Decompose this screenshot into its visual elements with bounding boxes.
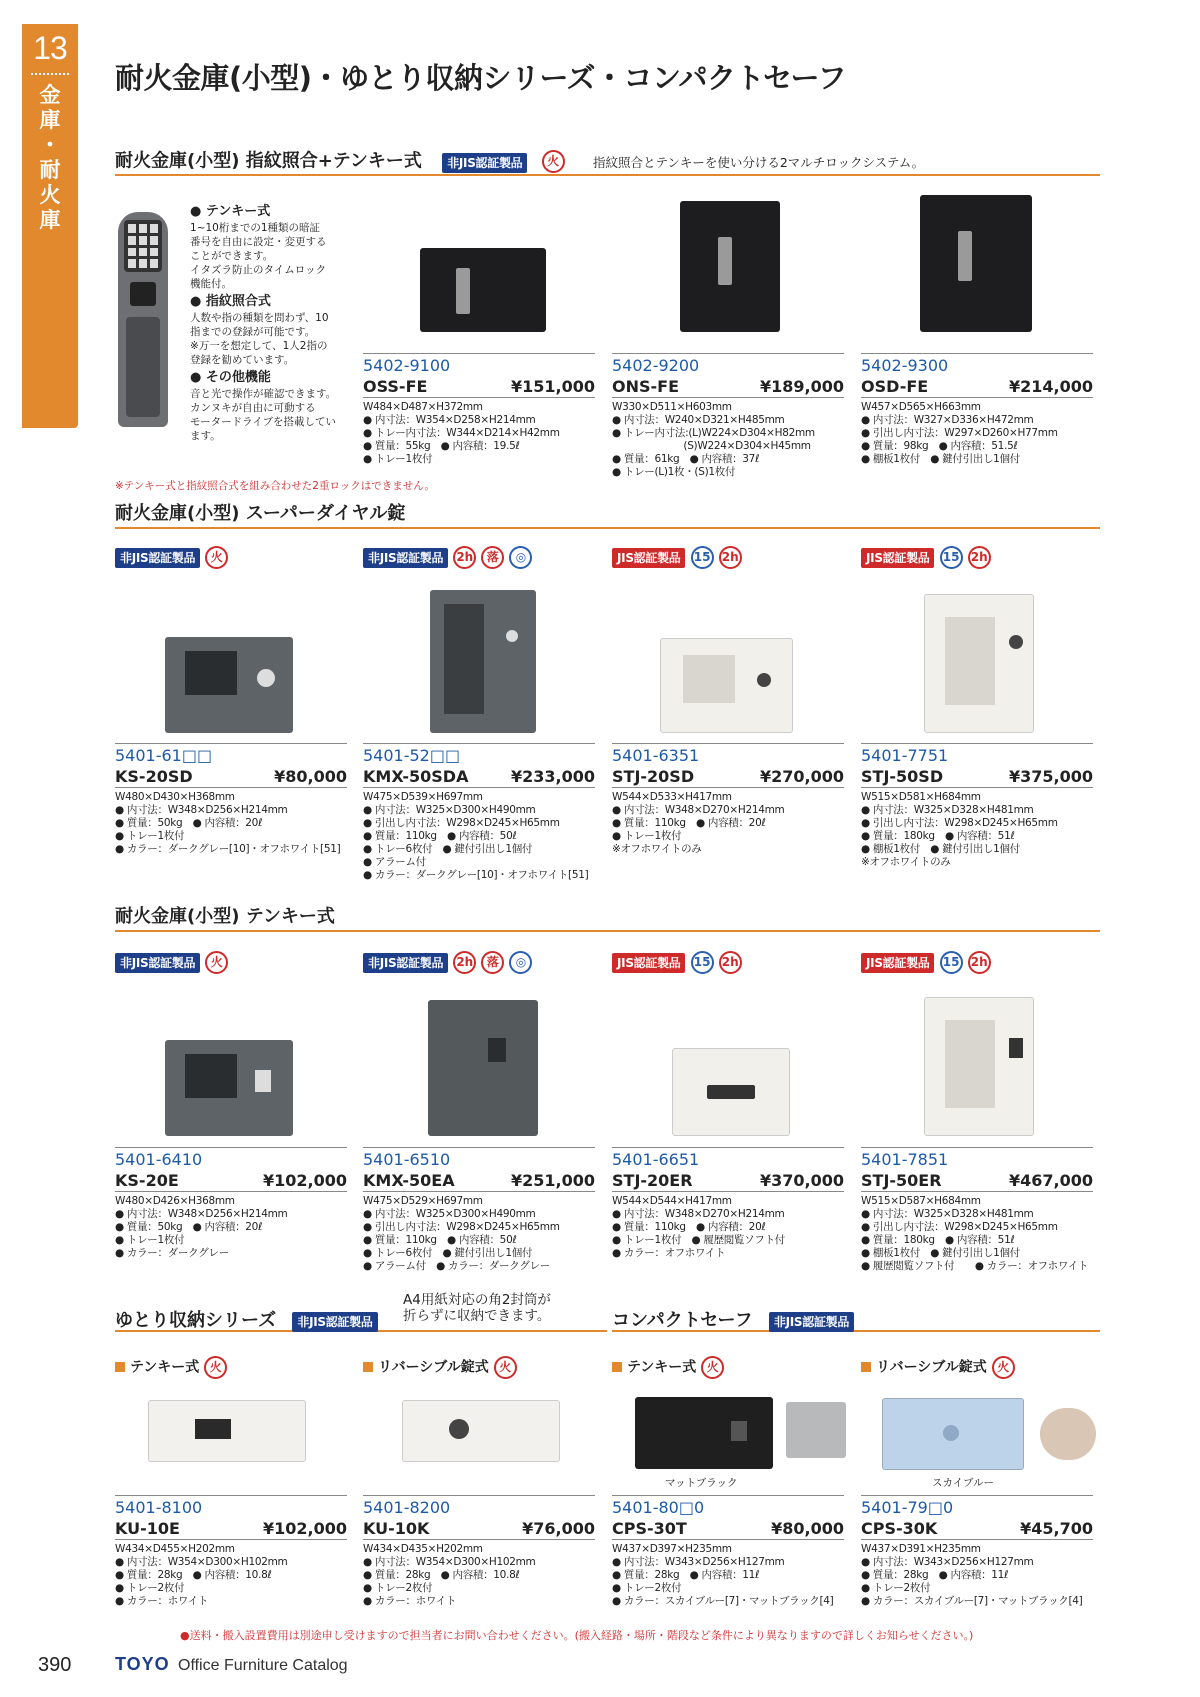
product-spec: W515×D587×H684mm ● 内寸法：W325×D328×H481mm ● 引出し内寸法：W298×D245×H65mm ● 質量：180kg ● 内容積：51ℓ ● 棚板1枚付 ● 鍵付引出し1個付 ● 履歴閲覧ソフト付 ● カラー：オフホワイト <box>861 1195 1089 1272</box>
page-number: 390 <box>38 1654 72 1676</box>
product-price: ¥102,000 <box>262 1171 347 1190</box>
product-price: ¥76,000 <box>522 1519 595 1538</box>
non-jis-badge: 非JIS認証製品 <box>363 548 448 568</box>
product-price: ¥80,000 <box>274 767 347 786</box>
product-card <box>861 743 1093 869</box>
drop-icon: 落 <box>481 546 504 569</box>
drop-icon: 15 <box>691 951 714 974</box>
product-spec: W480×D430×H368mm ● 内寸法：W348×D256×H214mm ● 質量：50kg ● 内容積：20ℓ ● トレー1枚付 ● カラー：ダークグレー[10]・オフホワイト[51] <box>115 791 341 855</box>
non-jis-badge: 非JIS認証製品 <box>769 1312 854 1332</box>
fire-icon: 2h <box>968 546 991 569</box>
product-name: KMX-50EA <box>363 1171 455 1190</box>
warning-note: ※テンキー式と指紋照合式を組み合わせた2重ロックはできません。 <box>115 480 435 492</box>
fire-icon: 火 <box>205 951 228 974</box>
product-price: ¥45,700 <box>1020 1519 1093 1538</box>
section-header-compact: コンパクトセーフ 非JIS認証製品 <box>612 1306 1100 1332</box>
product-card <box>861 1147 1093 1273</box>
non-jis-badge: 非JIS認証製品 <box>115 548 200 568</box>
product-card <box>115 1495 347 1608</box>
product-code: 5401-8100 <box>115 1498 203 1517</box>
product-card <box>861 353 1093 466</box>
product-card <box>612 1495 844 1608</box>
safe-image-kmx-50sda <box>430 590 536 733</box>
product-price: ¥189,000 <box>759 377 844 396</box>
fire-icon: 火 <box>542 150 565 173</box>
product-card <box>363 353 595 466</box>
product-name: KMX-50SDA <box>363 767 469 786</box>
product-code: 5401-79□0 <box>861 1498 954 1517</box>
drop-icon: 15 <box>691 546 714 569</box>
product-code: 5401-6351 <box>612 746 700 765</box>
product-spec: W515×D581×H684mm ● 内寸法：W325×D328×H481mm ● 引出し内寸法：W298×D245×H65mm ● 質量：180kg ● 内容積：51ℓ ● 棚板1枚付 ● 鍵付引出し1個付 ※オフホワイトのみ <box>861 791 1058 868</box>
fire-icon: 2h <box>453 546 476 569</box>
product-code: 5401-7751 <box>861 746 949 765</box>
drop-icon: 落 <box>481 951 504 974</box>
safe-image-kmx-50ea <box>428 1000 538 1136</box>
drop-icon: 15 <box>940 951 963 974</box>
product-price: ¥151,000 <box>510 377 595 396</box>
safe-image-oss-fe <box>420 248 546 332</box>
product-name: OSD-FE <box>861 377 929 396</box>
product-name: STJ-20ER <box>612 1171 693 1190</box>
product-price: ¥467,000 <box>1008 1171 1093 1190</box>
fire-icon: 火 <box>205 546 228 569</box>
product-spec: W457×D565×H663mm ● 内寸法：W327×D336×H472mm ● 引出し内寸法：W297×D260×H77mm ● 質量：98kg ● 内容積：51.5ℓ ● 棚板1枚付 ● 鍵付引出し1個付 <box>861 401 1058 465</box>
product-price: ¥102,000 <box>262 1519 347 1538</box>
product-price: ¥370,000 <box>759 1171 844 1190</box>
safe-image-ks-20e <box>165 1040 293 1136</box>
safe-image-cps-30t <box>635 1397 773 1469</box>
product-spec: W544×D544×H417mm ● 内寸法：W348×D270×H214mm ● 質量：110kg ● 内容積：20ℓ ● トレー1枚付 ● 履歴閲覧ソフト付 ● カラー：オフホワイト <box>612 1195 785 1259</box>
section-header-fingerprint: 耐火金庫(小型) 指紋照合+テンキー式 非JIS認証製品 火 指紋照合とテンキーを使い分ける2マルチロックシステム。 <box>115 150 1100 176</box>
safe-image-ku-10e <box>148 1400 306 1462</box>
product-spec: W437×D391×H235mm ● 内寸法：W343×D256×H127mm ● 質量：28kg ● 内容積：11ℓ ● トレー2枚付 ● カラー：スカイブルー[7]・マットブラック[4] <box>861 1543 1083 1607</box>
fire-icon: 火 <box>494 1356 517 1379</box>
product-name: KS-20E <box>115 1171 179 1190</box>
product-code: 5401-6510 <box>363 1150 451 1169</box>
keypad-detail-image <box>786 1402 846 1458</box>
product-spec: W330×D511×H603mm ● 内寸法：W240×D321×H485mm ● トレー内寸法:(L)W224×D304×H82mm (S)W224×D304×H45mm ● 質量：61kg ● 内容積：37ℓ ● トレー(L)1枚・(S)1枚付 <box>612 401 815 478</box>
product-code: 5402-9200 <box>612 356 700 375</box>
section-note: A4用紙対応の角2封筒が 折らずに収納できます。 <box>403 1292 551 1324</box>
jis-badge: JIS認証製品 <box>861 953 934 973</box>
product-code: 5401-6651 <box>612 1150 700 1169</box>
product-code: 5401-7851 <box>861 1150 949 1169</box>
product-card <box>612 353 844 479</box>
product-code: 5401-52□□ <box>363 746 461 765</box>
product-name: STJ-20SD <box>612 767 695 786</box>
safe-image-stj-50sd <box>924 594 1034 733</box>
product-name: KU-10K <box>363 1519 430 1538</box>
fire-icon: 火 <box>992 1356 1015 1379</box>
product-code: 5401-6410 <box>115 1150 203 1169</box>
product-card <box>612 743 844 856</box>
product-code: 5401-80□0 <box>612 1498 705 1517</box>
safe-image-osd-fe <box>920 195 1032 332</box>
drop-icon: 15 <box>940 546 963 569</box>
product-price: ¥214,000 <box>1008 377 1093 396</box>
section-note: 指紋照合とテンキーを使い分ける2マルチロックシステム。 <box>592 154 925 170</box>
product-card <box>612 1147 844 1260</box>
chapter-number: 13 <box>33 30 67 66</box>
product-name: KU-10E <box>115 1519 180 1538</box>
product-name: CPS-30K <box>861 1519 938 1538</box>
safe-image-ons-fe <box>680 201 780 332</box>
product-price: ¥251,000 <box>510 1171 595 1190</box>
product-card <box>115 743 347 856</box>
shipping-footnote: ●送料・搬入設置費用は別途申し受けますので担当者にお問い合わせください。(搬入経路・場所・階段など条件により異なりますので詳しくお知らせください。) <box>180 1629 974 1642</box>
product-name: KS-20SD <box>115 767 193 786</box>
fire-icon: 2h <box>968 951 991 974</box>
product-card <box>363 1495 595 1608</box>
section-header-yutori: ゆとり収納シリーズ 非JIS認証製品 A4用紙対応の角2封筒が 折らずに収納できます。 <box>115 1306 607 1332</box>
product-spec: W434×D455×H202mm ● 内寸法：W354×D300×H102mm ● 質量：28kg ● 内容積：10.8ℓ ● トレー2枚付 ● カラー：ホワイト <box>115 1543 288 1607</box>
product-name: CPS-30T <box>612 1519 687 1538</box>
feature-list: ● テンキー式 1~10桁までの1種類の暗証 番号を自由に設定・変更する ことができます。 イタズラ防止のタイムロック 機能付。 ● 指紋照合式 人数や指の種類を問わず、10 指までの登録が可能です。 ※万一を想定して、1人2指の 登録を勧めています。 ● その他機能 音と光で操作が確認できます。 カンヌキが自由に可動する モータードライブを搭載してい ます。 <box>190 204 337 442</box>
safe-image-stj-20sd <box>660 638 793 733</box>
brand-logo: TOYO <box>115 1654 170 1674</box>
catalog-name: Office Furniture Catalog <box>178 1657 348 1674</box>
product-code: 5402-9300 <box>861 356 949 375</box>
product-code: 5401-8200 <box>363 1498 451 1517</box>
product-spec: W484×D487×H372mm ● 内寸法：W354×D258×H214mm ● トレー内寸法：W344×D214×H42mm ● 質量：55kg ● 内容積：19.5ℓ ● トレー1枚付 <box>363 401 560 465</box>
product-card <box>363 743 595 882</box>
fire-icon: 2h <box>453 951 476 974</box>
safe-image-stj-50er <box>924 997 1034 1136</box>
color-caption: マットブラック <box>665 1477 738 1489</box>
fire-icon: 火 <box>204 1356 227 1379</box>
safe-image-cps-30k <box>882 1398 1024 1470</box>
product-spec: W475×D539×H697mm ● 内寸法：W325×D300×H490mm ● 引出し内寸法：W298×D245×H65mm ● 質量：110kg ● 内容積：50ℓ ● トレー6枚付 ● 鍵付引出し1個付 ● アラーム付 ● カラー：ダークグレー[10]・オフホワイト[51] <box>363 791 589 881</box>
product-name: STJ-50SD <box>861 767 944 786</box>
fire-icon: 火 <box>701 1356 724 1379</box>
non-jis-badge: 非JIS認証製品 <box>442 153 527 173</box>
safe-image-ks-20sd <box>165 637 293 733</box>
fire-icon: 2h <box>719 546 742 569</box>
product-price: ¥375,000 <box>1008 767 1093 786</box>
product-spec: W437×D397×H235mm ● 内寸法：W343×D256×H127mm ● 質量：28kg ● 内容積：11ℓ ● トレー2枚付 ● カラー：スカイブルー[7]・マットブラック[4] <box>612 1543 834 1607</box>
product-spec: W434×D435×H202mm ● 内寸法：W354×D300×H102mm ● 質量：28kg ● 内容積：10.8ℓ ● トレー2枚付 ● カラー：ホワイト <box>363 1543 536 1607</box>
product-code: 5402-9100 <box>363 356 451 375</box>
product-card <box>363 1147 595 1273</box>
alarm-icon: ◎ <box>509 546 532 569</box>
section-header-dial: 耐火金庫(小型) スーパーダイヤル錠 <box>115 503 1100 529</box>
product-spec: W475×D529×H697mm ● 内寸法：W325×D300×H490mm ● 引出し内寸法：W298×D245×H65mm ● 質量：110kg ● 内容積：50ℓ ● トレー6枚付 ● 鍵付引出し1個付 ● アラーム付 ● カラー：ダークグレー <box>363 1195 560 1272</box>
safe-image-ku-10k <box>402 1400 560 1462</box>
chapter-label: 金 庫 ・ 耐 火 庫 <box>39 83 61 232</box>
catalog-page: 13 金 庫 ・ 耐 火 庫 耐火金庫(小型)・ゆとり収納シリーズ・コンパクトセーフ 耐火金庫(小型) 指紋照合+テンキー式 非JIS認証製品 火 指紋照合とテンキーを使い分ける2マルチロックシステム。 ● テンキー式 1~10桁までの1種類の暗証 番号を自由に設定・変更する ことができます。 イタズラ防止のタイムロック 機能付。 ● 指紋照合式 人数や指の種類を問わず、10 指までの登録が可能です。 ※万一を想定して、1人2指の 登録を勧めています。 ● その他機能 音と光で操作が確認できます。 カンヌキが自由に可動する モータードライブを搭載してい ます。 ※テンキー式と指紋照合式を組み合わせた2重ロックはできません。 5402-9100 OSS-FE ¥151,000 W484×D487×H372mm ● 内寸法：W354×D258×H214mm ● トレー内寸法：W344×D214×H42mm ● 質量：55kg ● 内容積：19.5ℓ ● トレー1枚付 5402-9200 ONS-FE ¥189,000 W330×D511×H603mm ● 内寸法：W240×D321×H485mm ● トレー内寸法:(L)W224×D304×H82mm (S)W224×D304×H45mm ● 質量：61kg ● 内容積：37ℓ ● トレー(L)1枚・(S)1枚付 5402-9300 OSD-FE ¥214,000 W457×D565×H663mm ● 内寸法：W327×D336×H472mm ● 引出し内寸法：W297×D260×H77mm ● 質量：98kg ● 内容積：51.5ℓ ● 棚板1枚付 ● 鍵付引出し1個付 耐火金庫(小型) スーパーダイヤル錠 非JIS認証製品 火 非JIS認証製品 2h 落 ◎ JIS認証製品 15 2h JIS認証製品 15 2h 5401-61□□ KS-20SD ¥80,000 W480×D430×H368mm ● 内寸法：W348×D256×H214mm ● 質量：50kg ● 内容積：20ℓ ● トレー1枚付 ● カラー：ダークグレー[10]・オフホワイト[51] 5401-52□□ KMX-50SDA ¥233,000 W475×D539×H697mm ● 内寸法：W325×D300×H490mm ● 引出し内寸法：W298×D245×H65mm ● 質量：110kg ● 内容積：50ℓ ● トレー6枚付 ● 鍵付引出し1個付 ● アラーム付 ● カラー：ダークグレー[10]・オフホワイト[51] 5401-6351 STJ-20SD ¥270,000 W544×D533×H417mm ● 内寸法：W348×D270×H214mm ● 質量：110kg ● 内容積：20ℓ ● トレー1枚付 ※オフホワイトのみ 5401-7751 STJ-50SD ¥375,000 W515×D581×H684mm ● 内寸法：W325×D328×H481mm ● 引出し内寸法：W298×D245×H65mm ● 質量：180kg ● 内容積：51ℓ ● 棚板1枚付 ● 鍵付引出し1個付 ※オフホワイトのみ 耐火金庫(小型) テンキー式 非JIS認証製品 火 非JIS認証製品 2h 落 ◎ JIS認証製品 15 2h JIS認証製品 15 2h 5401-6410 KS-20E ¥102,000 W480×D426×H368mm ● 内寸法：W348×D256×H214mm ● 質量：50kg ● 内容積：20ℓ ● トレー1枚付 ● カラー：ダークグレー 5401-6510 KMX-50EA ¥251,000 W475×D529×H697mm ● 内寸法：W325×D300×H490mm ● 引出し内寸法：W298×D245×H65mm ● 質量：110kg ● 内容積：50ℓ ● トレー6枚付 ● 鍵付引出し1個付 ● アラーム付 ● カラー：ダークグレー 5401-6651 STJ-20ER ¥370,000 W544×D544×H417mm ● 内寸法：W348×D270×H214mm ● 質量：110kg ● 内容積：20ℓ ● トレー1枚付 ● 履歴閲覧ソフト付 ● カラー：オフホワイト 5401-7851 STJ-50ER ¥467,000 W515×D587×H684mm ● 内寸法：W325×D328×H481mm ● 引出し内寸法：W298×D245×H65mm ● 質量：180kg ● 内容積：51ℓ ● 棚板1枚付 ● 鍵付引出し1個付 ● 履歴閲覧ソフト付 ● カラー：オフホワイト ゆとり収納シリーズ 非JIS認証製品 A4用紙対応の角2封筒が 折らずに収納できます。 コンパクトセーフ 非JIS認証製品 テンキー式 火 リバーシブル錠式 火 テンキー式 火 リバーシブル錠式 火 マットブラック スカイブルー 5401-8100 KU-10E ¥102,000 W434×D455×H202mm ● 内寸法：W354×D300×H102mm ● 質量：28kg ● 内容積：10.8ℓ ● トレー2枚付 ● カラー：ホワイト 5401-8200 KU-10K ¥76,000 W434×D435×H202mm ● 内寸法：W354×D300×H102mm ● 質量：28kg ● 内容積：10.8ℓ ● トレー2枚付 ● カラー：ホワイト 5401-80□0 CPS-30T ¥80,000 W437×D397×H235mm ● 内寸法：W343×D256×H127mm ● 質量：28kg ● 内容積：11ℓ ● トレー2枚付 ● カラー：スカイブルー[7]・マットブラック[4] 5401-79□0 CPS-30K ¥45,700 W437×D391×H235mm ● 内寸法：W343×D256×H127mm ● 質量：28kg ● 内容積：11ℓ ● トレー2枚付 ● カラー：スカイブルー[7]・マットブラック[4] ●送料・搬入設置費用は別途申し受けますので担当者にお問い合わせください。(搬入経路・場所・階段など条件により異なりますので詳しくお知らせください。) 390 TOYO Office Furniture Catalog <box>0 0 1200 1697</box>
product-price: ¥233,000 <box>510 767 595 786</box>
product-name: ONS-FE <box>612 377 680 396</box>
key-detail-image <box>1040 1408 1096 1460</box>
alarm-icon: ◎ <box>509 951 532 974</box>
product-spec: W544×D533×H417mm ● 内寸法：W348×D270×H214mm ● 質量：110kg ● 内容積：20ℓ ● トレー1枚付 ※オフホワイトのみ <box>612 791 785 855</box>
non-jis-badge: 非JIS認証製品 <box>363 953 448 973</box>
product-price: ¥80,000 <box>771 1519 844 1538</box>
keypad-lock-image <box>118 212 168 427</box>
product-name: STJ-50ER <box>861 1171 942 1190</box>
color-caption: スカイブルー <box>932 1477 994 1489</box>
jis-badge: JIS認証製品 <box>612 953 685 973</box>
section-header-tenkey: 耐火金庫(小型) テンキー式 <box>115 906 1100 932</box>
chapter-tab <box>22 24 78 428</box>
product-spec: W480×D426×H368mm ● 内寸法：W348×D256×H214mm ● 質量：50kg ● 内容積：20ℓ ● トレー1枚付 ● カラー：ダークグレー <box>115 1195 288 1259</box>
jis-badge: JIS認証製品 <box>612 548 685 568</box>
product-price: ¥270,000 <box>759 767 844 786</box>
product-card <box>861 1495 1093 1608</box>
jis-badge: JIS認証製品 <box>861 548 934 568</box>
page-title: 耐火金庫(小型)・ゆとり収納シリーズ・コンパクトセーフ <box>115 61 847 95</box>
fire-icon: 2h <box>719 951 742 974</box>
product-card <box>115 1147 347 1260</box>
product-code: 5401-61□□ <box>115 746 213 765</box>
safe-image-stj-20er <box>672 1048 790 1136</box>
product-name: OSS-FE <box>363 377 428 396</box>
non-jis-badge: 非JIS認証製品 <box>115 953 200 973</box>
non-jis-badge: 非JIS認証製品 <box>292 1312 377 1332</box>
